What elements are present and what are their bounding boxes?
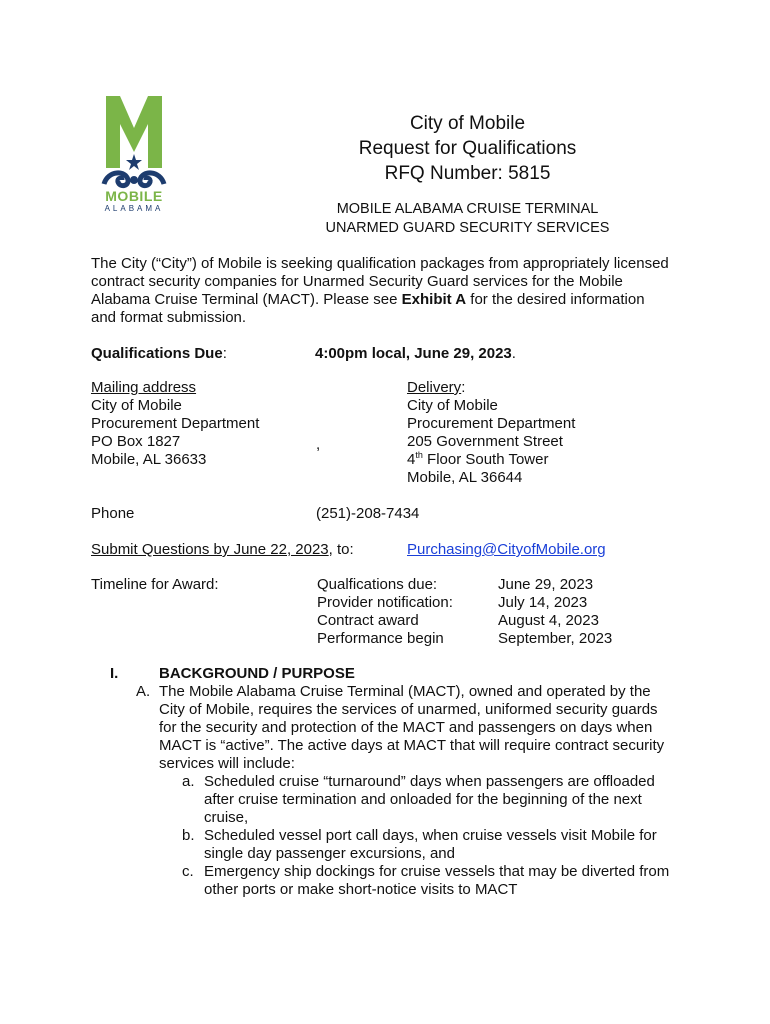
questions-label: Submit Questions by June 22, 2023, to: [91, 541, 354, 558]
delivery-line: Mobile, AL 36644 [407, 469, 523, 486]
item-a-line: The Mobile Alabama Cruise Terminal (MACT), owned and operated by the [159, 683, 651, 700]
mailing-line: Procurement Department [91, 415, 260, 432]
timeline-date: September, 2023 [498, 630, 613, 647]
phone-label: Phone [91, 505, 135, 522]
mailing-line: City of Mobile [91, 397, 182, 414]
item-a-text [159, 683, 679, 773]
header-sub-services: UNARMED GUARD SECURITY SERVICES [325, 220, 610, 236]
intro-paragraph [91, 255, 691, 327]
mailing-line: PO Box 1827 [91, 433, 181, 450]
subitem-line: Scheduled vessel port call days, when cruise vessels visit Mobile for [204, 827, 657, 844]
subitem-a-text [204, 773, 684, 827]
header-line-rfq-number: RFQ Number: 5815 [384, 163, 551, 184]
mailing-address-heading: Mailing address [91, 379, 197, 396]
header-line-city: City of Mobile [409, 113, 526, 134]
delivery-line: City of Mobile [407, 397, 498, 414]
section-numeral: I. [110, 665, 119, 682]
intro-line-4: and format submission. [91, 309, 247, 326]
subitem-c-marker: c. [182, 863, 194, 880]
purchasing-email-link[interactable]: Purchasing@CityofMobile.org [407, 541, 606, 558]
phone-value: (251)-208-7434 [316, 505, 420, 522]
timeline-event: Qualfications due: [317, 576, 438, 593]
intro-line-1: The City (“City”) of Mobile is seeking qualification packages from appropriately licensed [91, 255, 669, 272]
timeline-date: August 4, 2023 [498, 612, 599, 629]
subitem-line: Emergency ship dockings for cruise vessels that may be diverted from [204, 863, 670, 880]
intro-line-3: Alabama Cruise Terminal (MACT). Please see Exhibit A for the desired information [91, 291, 645, 308]
subitem-line: cruise, [204, 809, 249, 826]
delivery-line: Procurement Department [407, 415, 576, 432]
mailing-address-block [91, 379, 259, 469]
subitem-line: other ports or make short-notice visits to MACT [204, 881, 518, 898]
timeline-date: July 14, 2023 [498, 594, 588, 611]
mailing-line: Mobile, AL 36633 [91, 451, 207, 468]
qualifications-due-label: Qualifications Due: [91, 345, 227, 362]
separator-comma: , [316, 436, 321, 453]
subitem-line: single day passenger excursions, and [204, 845, 455, 862]
exhibit-a-ref: Exhibit A [401, 291, 467, 308]
delivery-heading: Delivery: [407, 379, 466, 396]
timeline-events [317, 576, 453, 648]
subitem-line: after cruise termination and onloaded for the beginning of the next [204, 791, 642, 808]
qualifications-due-value: 4:00pm local, June 29, 2023. [315, 345, 516, 362]
logo-state: ALABAMA [104, 204, 164, 213]
item-a-line: City of Mobile, requires the services of unarmed, uniformed security guards [159, 701, 658, 718]
logo-wordmark: MOBILE [105, 188, 163, 204]
subitem-a-marker: a. [182, 773, 195, 790]
subitem-line: Scheduled cruise “turnaround” days when passengers are offloaded [204, 773, 655, 790]
item-a-line: for the security and protection of the MACT and passengers on days when [159, 719, 653, 736]
item-a-marker: A. [136, 683, 151, 700]
subitem-c-text [204, 863, 684, 899]
timeline-event: Provider notification: [317, 594, 453, 611]
item-a-line: services will include: [159, 755, 295, 772]
delivery-line: 4th Floor South Tower [407, 450, 549, 468]
timeline-label: Timeline for Award: [91, 576, 219, 593]
timeline-event: Contract award [317, 612, 419, 629]
delivery-address-block [407, 379, 575, 487]
timeline-event: Performance begin [317, 630, 444, 647]
header-sub-terminal: MOBILE ALABAMA CRUISE TERMINAL [336, 201, 599, 217]
subitem-b-text [204, 827, 684, 863]
item-a-line: MACT is “active”. The active days at MACT that will require contract security [159, 737, 665, 754]
intro-line-2: contract security companies for Unarmed Security Guard services for the Mobile [91, 273, 623, 290]
subitem-b-marker: b. [182, 827, 195, 844]
delivery-line: 205 Government Street [407, 433, 563, 450]
header-line-rfq: Request for Qualifications [358, 138, 577, 159]
section-title: BACKGROUND / PURPOSE [159, 665, 355, 682]
timeline-dates [498, 576, 612, 648]
timeline-date: June 29, 2023 [498, 576, 594, 593]
